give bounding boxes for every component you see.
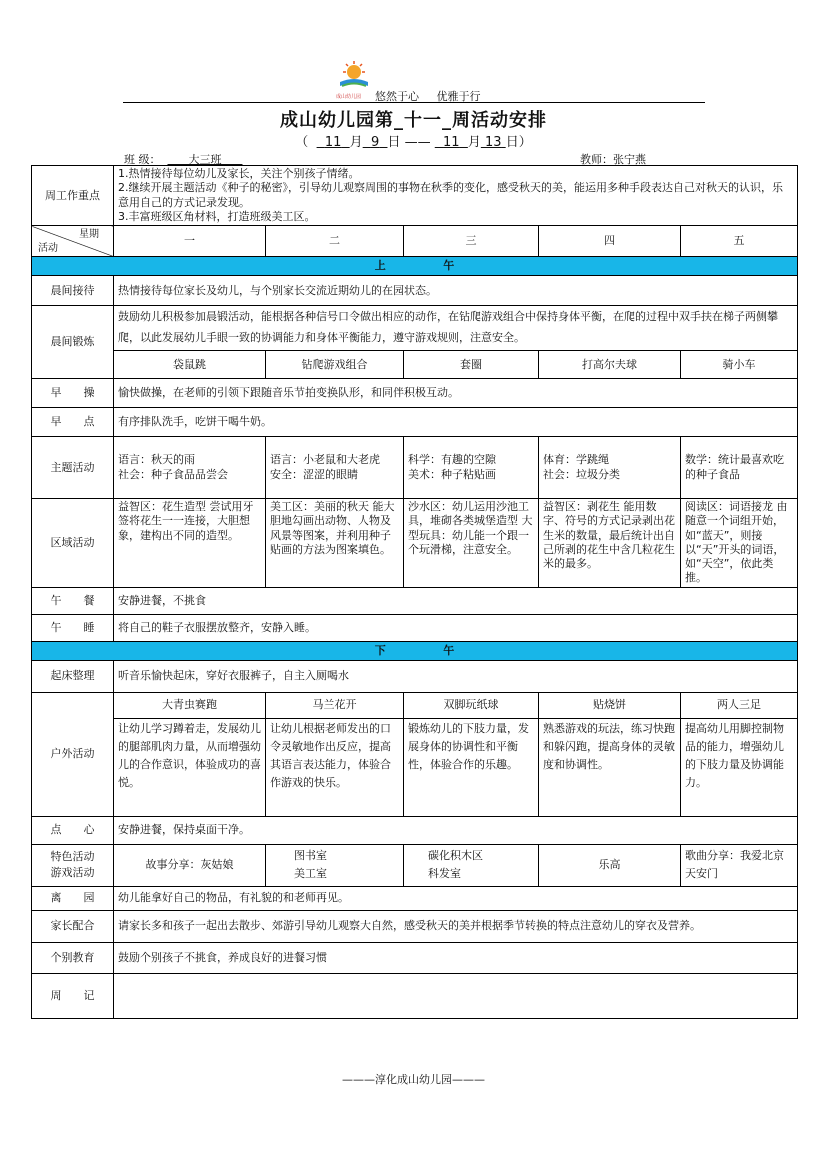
logo-text: 成山幼儿园	[336, 94, 362, 100]
header-divider	[123, 102, 705, 103]
weekday-thu: 四	[539, 226, 681, 257]
outdoor-desc: 让幼儿根据老师发出的口令灵敏地作出反应，提高其语言表达能力，体验合作游戏的快乐。	[266, 718, 404, 816]
special-cell: 故事分享：灰姑娘	[114, 844, 266, 886]
parents-row: 家长配合 请家长多和孩子一起出去散步、郊游引导幼儿观察大自然，感受秋天的美并根据季节转换的特点注意幼儿的穿衣及营养。	[32, 910, 798, 942]
list-item: 双脚玩纸球	[404, 692, 539, 718]
theme-cell: 数学：统计最喜欢吃的种子食品	[681, 436, 798, 498]
list-item: 骑小车	[681, 350, 798, 378]
exercise-games-row	[32, 350, 798, 378]
morning-snack-row: 早 点 有序排队洗手，吃饼干喝牛奶。	[32, 407, 798, 436]
leave-row: 离 园 幼儿能拿好自己的物品，有礼貌的和老师再见。	[32, 886, 798, 910]
special-cell: 图书室 美工室	[266, 844, 404, 886]
class-info: 班 级： 大三班	[124, 153, 222, 166]
area-cell: 沙水区：幼儿运用沙池工具，堆砌各类城堡造型 大型玩具：幼儿能一个跟一个玩滑梯，注意安全。	[404, 498, 539, 587]
kindergarten-logo	[337, 60, 371, 96]
theme-cell: 语言：小老鼠和大老虎 安全：涩涩的眼睛	[266, 436, 404, 498]
reception-row: 晨间接待 热情接待每位家长及幼儿，与个别家长交流近期幼儿的在园状态。	[32, 276, 798, 306]
special-row: 特色活动 游戏活动 故事分享：灰姑娘 图书室 美工室 碳化积木区 科发室 乐高 歌曲分享：我爱北京天安门	[32, 844, 798, 886]
theme-row: 主题活动 语言：秋天的雨 社会：种子食品品尝会 语言：小老鼠和大老虎 安全：涩涩的眼睛 科学：有趣的空隙 美术：种子粘贴画 体育：学跳绳 社会：垃圾分类 数学：统计最喜欢吃的种子食品	[32, 436, 798, 498]
exercise-row: 晨间锻炼 鼓励幼儿积极参加晨锻活动，能根据各种信号口令做出相应的动作，在钻爬游戏组合中保持身体平衡，在爬的过程中双手扶在梯子两侧攀爬，以此发展幼儿手眼一致的协调能力和身体平衡能力，遵守游戏规则，注意安全。	[32, 306, 798, 351]
list-item: 套圈	[404, 350, 539, 378]
theme-cell: 体育：学跳绳 社会：垃圾分类	[539, 436, 681, 498]
weekday-mon: 一	[114, 226, 266, 257]
footer: ———淳化成山幼儿园———	[342, 1073, 485, 1086]
area-cell: 益智区：花生造型 尝试用牙签将花生一一连接，大胆想象，建构出不同的造型。	[114, 498, 266, 587]
list-item: 大青虫赛跑	[114, 692, 266, 718]
notes-row: 周 记	[32, 973, 798, 1018]
theme-cell: 语言：秋天的雨 社会：种子食品品尝会	[114, 436, 266, 498]
outdoor-desc: 让幼儿学习蹲着走，发展幼儿的腿部肌肉力量，从而增强幼儿的合作意识，体验成功的喜悦。	[114, 718, 266, 816]
schedule-table	[31, 165, 798, 1019]
list-item: 袋鼠跳	[114, 350, 266, 378]
weekday-wed: 三	[404, 226, 539, 257]
outdoor-desc: 熟悉游戏的玩法，练习快跑和躲闪跑，提高身体的灵敏度和协调性。	[539, 718, 681, 816]
individual-row: 个别教育 鼓励个别孩子不挑食，养成良好的进餐习惯	[32, 942, 798, 973]
week-focus-content: 1.热情接待每位幼儿及家长，关注个别孩子情绪。 2.继续开展主题活动《种子的秘密》，引导幼儿观察周围的事物在秋季的变化，感受秋天的美，能运用多种手段表达自己对秋天的认识，乐意用自己的方式记录发现。 3.丰富班级区角材料，打造班级美工区。	[114, 166, 798, 226]
list-item: 打高尔夫球	[539, 350, 681, 378]
weekday-fri: 五	[681, 226, 798, 257]
nap-row: 午 睡 将自己的鞋子衣服摆放整齐，安静入睡。	[32, 614, 798, 641]
special-cell: 歌曲分享：我爱北京天安门	[681, 844, 798, 886]
teacher-info: 教师：张宁燕	[580, 153, 646, 166]
afternoon-band: 下 午	[32, 641, 798, 660]
corner-cell: 星期 活动	[32, 226, 114, 257]
afternoon-snack-row: 点 心 安静进餐，保持桌面干净。	[32, 816, 798, 844]
list-item: 贴烧饼	[539, 692, 681, 718]
weekday-tue: 二	[266, 226, 404, 257]
special-cell: 碳化积木区 科发室	[404, 844, 539, 886]
list-item: 钻爬游戏组合	[266, 350, 404, 378]
weekday-header-row	[32, 226, 798, 257]
list-item: 马兰花开	[266, 692, 404, 718]
motto: 悠然于心 优雅于行	[375, 90, 481, 103]
special-cell: 乐高	[539, 844, 681, 886]
outdoor-desc-row	[32, 718, 798, 816]
list-item: 两人三足	[681, 692, 798, 718]
outdoor-desc: 锻炼幼儿的下肢力量，发展身体的协调性和平衡性，体验合作的乐趣。	[404, 718, 539, 816]
lunch-row: 午 餐 安静进餐，不挑食	[32, 587, 798, 614]
morning-band: 上 午	[32, 257, 798, 276]
area-cell: 阅读区：词语接龙 由随意一个词组开始，如“蓝天”，则接以“天”开头的词语，如“天空”，依此类推。	[681, 498, 798, 587]
theme-cell: 科学：有趣的空隙 美术：种子粘贴画	[404, 436, 539, 498]
drill-row: 早 操 愉快做操，在老师的引领下跟随音乐节拍变换队形，和同伴积极互动。	[32, 378, 798, 407]
date-range: （ 11 月 9 日 —— 11 月 13 日）	[295, 135, 532, 150]
row-label: 周工作重点	[32, 166, 114, 226]
area-row: 区域活动 益智区：花生造型 尝试用牙签将花生一一连接，大胆想象，建构出不同的造型。 美工区：美丽的秋天 能大胆地勾画出动物、人物及风景等图案，并利用种子贴画的方法为图案填色。 沙水区：幼儿运用沙池工具，堆砌各类城堡造型 大型玩具：幼儿能一个跟一个玩滑梯，注意安全。 益智区：剥花生 能用数字、符号的方式记录剥出花生米的数量，最后统计出自己所剥的花生中含几粒花生米的最多。 阅读区：词语接龙 由随意一个词组开始，如“蓝天”，则接以“天”开头的词语，如“天空”，依此类推。	[32, 498, 798, 587]
outdoor-desc: 提高幼儿用脚控制物品的能力，增强幼儿的下肢力量及协调能力。	[681, 718, 798, 816]
area-cell: 益智区：剥花生 能用数字、符号的方式记录剥出花生米的数量，最后统计出自己所剥的花生中含几粒花生米的最多。	[539, 498, 681, 587]
outdoor-games-row: 户外活动 大青虫赛跑 马兰花开 双脚玩纸球 贴烧饼 两人三足	[32, 692, 798, 718]
area-cell: 美工区：美丽的秋天 能大胆地勾画出动物、人物及风景等图案，并利用种子贴画的方法为图案填色。	[266, 498, 404, 587]
week-focus-row	[32, 166, 798, 226]
page-title: 成山幼儿园第_十一_周活动安排	[280, 110, 547, 131]
wakeup-row: 起床整理 听音乐愉快起床，穿好衣服裤子，自主入厕喝水	[32, 660, 798, 692]
